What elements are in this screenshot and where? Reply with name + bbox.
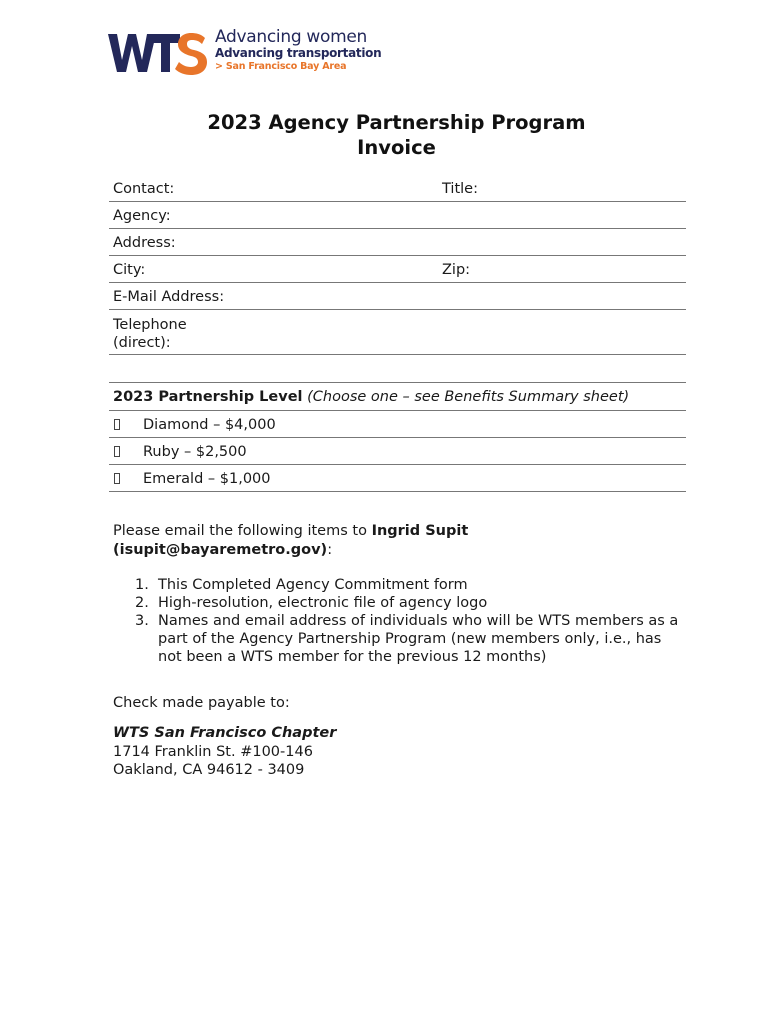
- logo-letter-t: [152, 34, 180, 72]
- option-emerald[interactable]: [109, 465, 686, 492]
- agency-row: [109, 202, 686, 229]
- partnership-heading-italic: (Choose one – see Benefits Summary sheet): [307, 389, 630, 405]
- agency-label: Agency:: [113, 208, 171, 224]
- logo-tagline: [215, 28, 385, 73]
- logo-tagline-line3: > San Francisco Bay Area: [215, 61, 347, 72]
- checkbox-icon[interactable]: [114, 419, 120, 430]
- list-item-number: 1.: [135, 577, 149, 593]
- wts-logo-mark: [108, 26, 208, 76]
- list-item-text: High-resolution, electronic file of agency logo: [158, 595, 488, 611]
- title-label: Title:: [442, 181, 478, 197]
- wts-logo: [108, 26, 382, 78]
- option-label: Ruby – $2,500: [143, 444, 247, 460]
- list-item-number: 3.: [135, 613, 149, 629]
- list-item-text: This Completed Agency Commitment form: [158, 577, 468, 593]
- partnership-level-heading: [109, 383, 686, 411]
- checkbox-icon[interactable]: [114, 446, 120, 457]
- payee-address: [113, 724, 336, 780]
- checkbox-icon[interactable]: [114, 473, 120, 484]
- zip-label: Zip:: [442, 262, 471, 278]
- payee-city: Oakland, CA 94612 - 3409: [113, 762, 305, 778]
- email-instructions: [113, 522, 683, 560]
- email-row: [109, 283, 686, 310]
- option-diamond[interactable]: [109, 411, 686, 438]
- payee-name: WTS San Francisco Chapter: [113, 725, 337, 741]
- logo-letter-s: [175, 33, 207, 75]
- list-item: [113, 612, 683, 666]
- partnership-heading-bold: 2023 Partnership Level: [113, 389, 303, 405]
- title-line2: Invoice: [357, 136, 436, 159]
- logo-tagline-line1: Advancing women: [215, 27, 368, 47]
- address-label: Address:: [113, 235, 176, 251]
- city-label: City:: [113, 262, 146, 278]
- logo-letter-w: [108, 34, 156, 72]
- telephone-label-line2: (direct):: [113, 335, 171, 351]
- contact-name: Ingrid Supit: [371, 523, 469, 539]
- address-row: [109, 229, 686, 256]
- contact-row: [109, 175, 686, 202]
- email-intro-suffix: :: [327, 542, 333, 558]
- required-items-list: [113, 576, 683, 666]
- telephone-row: [109, 310, 686, 355]
- contact-form: [109, 175, 686, 492]
- option-label: Diamond – $4,000: [143, 417, 276, 433]
- payable-label: Check made payable to:: [113, 695, 290, 711]
- option-ruby[interactable]: [109, 438, 686, 465]
- city-row: [109, 256, 686, 283]
- title-line1: 2023 Agency Partnership Program: [207, 111, 586, 134]
- contact-email: (isupit@bayaremetro.gov): [113, 542, 328, 558]
- page-title: [113, 110, 680, 160]
- option-label: Emerald – $1,000: [143, 471, 271, 487]
- logo-tagline-line2: Advancing transportation: [215, 46, 382, 60]
- list-item: [113, 594, 683, 612]
- telephone-label-line1: Telephone: [113, 317, 187, 333]
- contact-label: Contact:: [113, 181, 175, 197]
- partnership-heading-text: [113, 388, 629, 406]
- list-item: [113, 576, 683, 594]
- payee-street: 1714 Franklin St. #100-146: [113, 743, 313, 760]
- telephone-label: [113, 316, 187, 352]
- list-item-number: 2.: [135, 595, 149, 611]
- list-item-text: Names and email address of individuals who will be WTS members as a part of the Agency Partnership Program (new members only, i.e., has not been a WTS member for the previous 12 months): [158, 613, 679, 665]
- email-intro: Please email the following items to: [113, 523, 372, 539]
- email-label: E-Mail Address:: [113, 289, 225, 305]
- blank-row: [109, 355, 686, 383]
